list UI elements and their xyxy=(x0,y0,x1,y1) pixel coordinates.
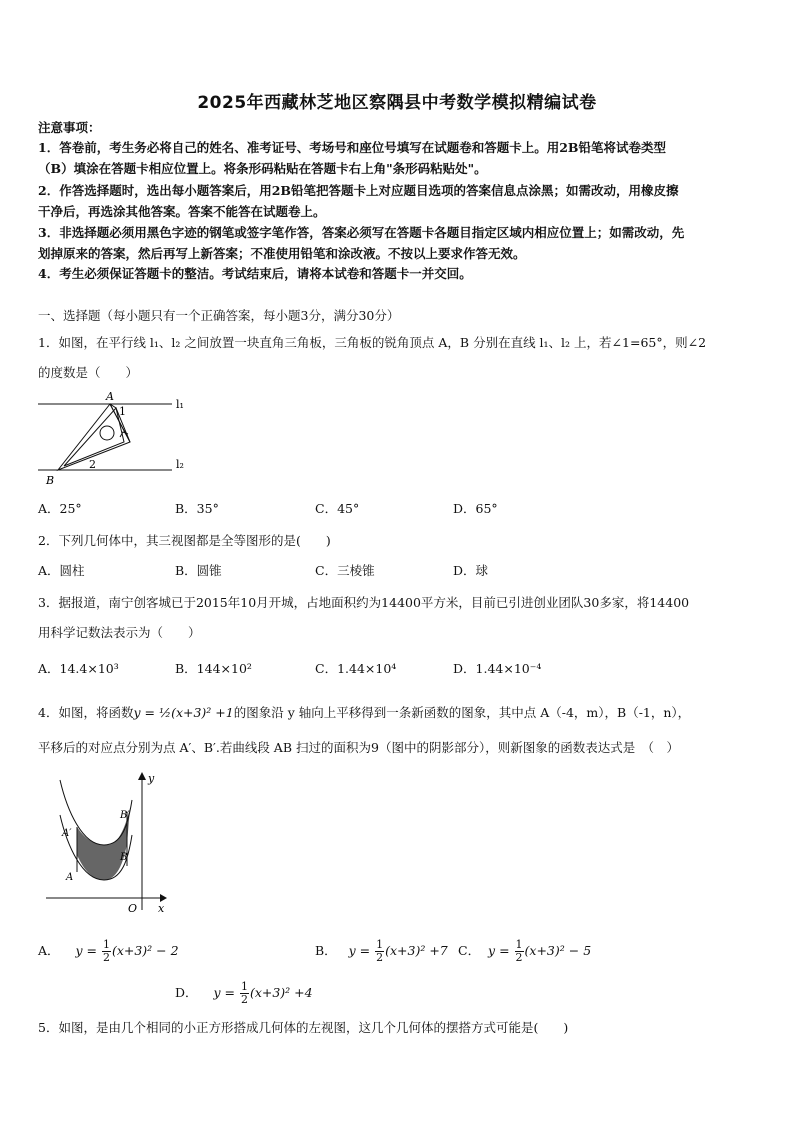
q4-option-d xyxy=(175,981,313,1006)
label-A: A xyxy=(66,872,74,883)
q3-option-a: A．14.4×10³ xyxy=(38,661,119,676)
q4-prefix: 4．如图，将函数 xyxy=(38,705,134,720)
q3-option-c: C．1.44×10⁴ xyxy=(315,661,397,676)
label-2: 2 xyxy=(89,458,96,471)
question-1-text-cont: 的度数是（ ） xyxy=(38,365,139,380)
fraction-half: $\frac{1}{2}$ xyxy=(102,938,110,964)
q2-option-b: B．圆锥 xyxy=(175,563,222,578)
q1-option-c: C．45° xyxy=(315,501,360,516)
q4-option-c-lhs: y = xyxy=(488,943,510,958)
q1-option-a: A．25° xyxy=(38,501,82,516)
note-line: 3．非选择题必须用黑色字迹的钢笔或签字笔作答，答案必须写在答题卡各题目指定区域内相应位置上；如需改动，先 xyxy=(38,225,685,240)
fraction-half: $\frac{1}{2}$ xyxy=(240,980,248,1006)
note-line: 2．作答选择题时，选出每小题答案后，用2B铅笔把答题卡上对应题目选项的答案信息点涂黑；如需改动，用橡皮擦 xyxy=(38,183,679,198)
axis-x: x xyxy=(158,902,165,915)
q3-option-b: B．144×10² xyxy=(175,661,252,676)
q4-function: y = ½(x+3)² +1 xyxy=(133,705,234,720)
question-1-text: 1．如图，在平行线 l₁、l₂ 之间放置一块直角三角板，三角板的锐角顶点 A，B 分别在直线 l₁、l₂ 上，若∠1=65°，则∠2 xyxy=(38,335,707,350)
note-line: （B）填涂在答题卡相应位置上。将条形码粘贴在答题卡右上角"条形码粘贴处"。 xyxy=(38,161,487,176)
note-line: 1．答卷前，考生务必将自己的姓名、准考证号、考场号和座位号填写在试题卷和答题卡上。用2B铅笔将试卷类型 xyxy=(38,140,666,155)
label-Bprime: B′ xyxy=(120,810,130,821)
q4-option-d-lhs: y = xyxy=(213,985,235,1000)
q3-option-d: D．1.44×10⁻⁴ xyxy=(453,661,542,676)
origin: O xyxy=(128,902,138,915)
label-B: B xyxy=(46,474,55,487)
label-l2: l₂ xyxy=(176,458,184,471)
question-3-text-cont: 用科学记数法表示为（ ） xyxy=(38,625,201,640)
q2-option-d: D．球 xyxy=(453,563,489,578)
q4-suffix: 的图象沿 y 轴向上平移得到一条新函数的图象，其中点 A（-4，m），B（-1，n）， xyxy=(233,705,691,720)
q4-option-d-label: D． xyxy=(175,985,198,1000)
q4-option-a-label: A． xyxy=(38,943,60,958)
question-4-text-cont: 平移后的对应点分别为点 A′、B′.若曲线段 AB 扫过的面积为9（图中的阴影部分），则新图象的函数表达式是 （ ） xyxy=(38,740,679,755)
note-line: 划掉原来的答案，然后再写上新答案；不准使用铅笔和涂改液。不按以上要求作答无效。 xyxy=(38,246,526,261)
label-1: 1 xyxy=(119,405,126,418)
q1-option-b: B．35° xyxy=(175,501,219,516)
question-3-text: 3．据报道，南宁创客城已于2015年10月开城，占地面积约为14400平方米，目前已引进创业团队30多家，将14400 xyxy=(38,595,690,610)
q4-option-d-rhs: (x+3)² +4 xyxy=(249,985,313,1000)
label-l1: l₁ xyxy=(176,398,184,411)
q4-option-b-rhs: (x+3)² +7 xyxy=(385,943,448,958)
q4-option-b xyxy=(315,939,448,964)
fraction-half: $\frac{1}{2}$ xyxy=(376,938,384,964)
label-A: A xyxy=(106,390,114,403)
question-5-text: 5．如图，是由几个相同的小正方形搭成几何体的左视图，这几个几何体的摆搭方式可能是( ) xyxy=(38,1020,569,1035)
question-1-figure xyxy=(34,388,194,490)
question-4-text xyxy=(38,702,760,723)
axis-y: y xyxy=(148,772,155,785)
q4-option-c xyxy=(458,939,591,964)
fraction-half: $\frac{1}{2}$ xyxy=(515,938,523,964)
q4-option-b-lhs: y = xyxy=(348,943,371,958)
question-4-figure xyxy=(42,770,177,918)
label-B: B xyxy=(120,852,128,863)
page-title: 2025年西藏林芝地区察隅县中考数学模拟精编试卷 xyxy=(197,93,597,113)
q4-option-a-rhs: (x+3)² − 2 xyxy=(111,943,179,958)
q4-option-b-label: B． xyxy=(315,943,337,958)
q2-option-a: A．圆柱 xyxy=(38,563,85,578)
note-line: 干净后，再选涂其他答案。答案不能答在试题卷上。 xyxy=(38,204,326,219)
q4-option-a xyxy=(38,939,179,964)
note-line: 4．考生必须保证答题卡的整洁。考试结束后，请将本试卷和答题卡一并交回。 xyxy=(38,266,472,281)
q4-option-c-rhs: (x+3)² − 5 xyxy=(524,943,592,958)
q1-option-d: D．65° xyxy=(453,501,498,516)
question-2-text: 2．下列几何体中，其三视图都是全等图形的是( ) xyxy=(38,533,331,548)
q2-option-c: C．三棱锥 xyxy=(315,563,375,578)
section-heading: 一、选择题（每小题只有一个正确答案，每小题3分，满分30分） xyxy=(38,308,400,323)
q4-option-a-lhs: y = xyxy=(75,943,97,958)
label-Aprime: A′ xyxy=(62,828,72,839)
q4-option-c-label: C． xyxy=(458,943,481,958)
notes-heading: 注意事项： xyxy=(38,120,101,135)
